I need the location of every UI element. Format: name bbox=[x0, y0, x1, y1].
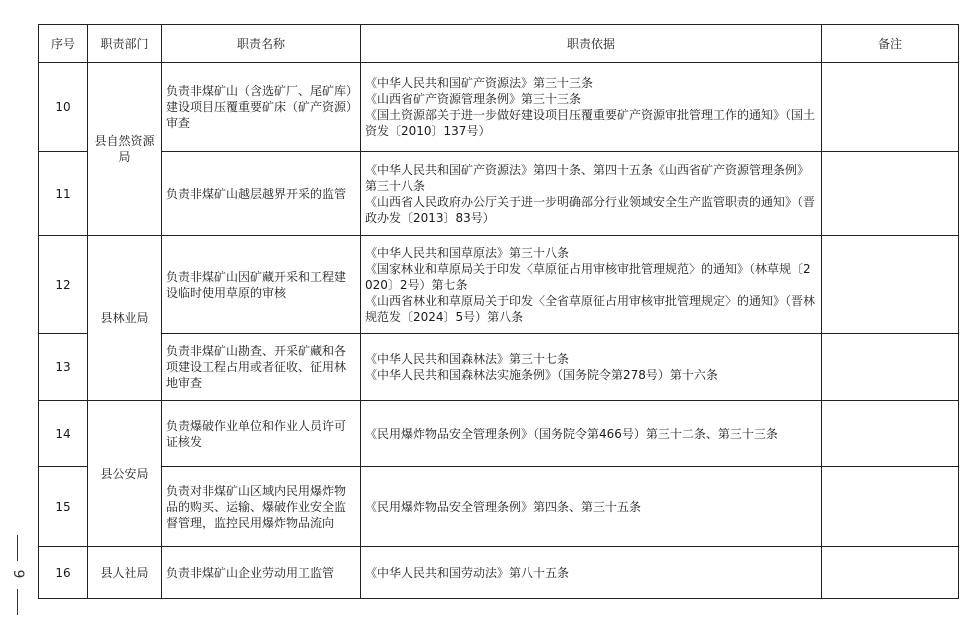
row-no: 16 bbox=[39, 547, 88, 599]
table-row bbox=[39, 152, 959, 236]
row-duty-name: 负责非煤矿山（含选矿厂、尾矿库）建设项目压覆重要矿床（矿产资源）审查 bbox=[162, 63, 361, 152]
basis-line: 《中华人民共和国矿产资源法》第三十三条 bbox=[365, 76, 594, 90]
row-dept: 县自然资源局 bbox=[88, 63, 162, 236]
row-duty-name: 负责非煤矿山因矿藏开采和工程建设临时使用草原的审核 bbox=[162, 236, 361, 334]
basis-line: 《中华人民共和国森林法实施条例》（国务院令第278号）第十六条 bbox=[365, 368, 718, 382]
row-duty-name: 负责对非煤矿山区域内民用爆炸物品的购买、运输、爆破作业安全监督管理，监控民用爆炸物品流向 bbox=[162, 467, 361, 547]
row-no: 12 bbox=[39, 236, 88, 334]
duty-table bbox=[38, 24, 959, 599]
row-duty-name: 负责非煤矿山勘查、开采矿藏和各项建设工程占用或者征收、征用林地审查 bbox=[162, 334, 361, 401]
row-dept: 县公安局 bbox=[88, 401, 162, 547]
header-dept: 职责部门 bbox=[88, 25, 162, 63]
row-no: 10 bbox=[39, 63, 88, 152]
basis-line: 《山西省矿产资源管理条例》第三十三条 bbox=[365, 92, 582, 106]
row-basis bbox=[361, 334, 822, 401]
basis-line: 《中华人民共和国森林法》第三十七条 bbox=[365, 352, 570, 366]
basis-line: 《山西省林业和草原局关于印发〈全省草原征占用审核审批管理规定〉的通知》（晋林规范发〔2024〕5号）第八条 bbox=[365, 293, 816, 324]
row-no: 15 bbox=[39, 467, 88, 547]
table-row bbox=[39, 547, 959, 599]
basis-line: 《山西省人民政府办公厅关于进一步明确部分行业领域安全生产监管职责的通知》（晋政办发〔2013〕83号） bbox=[365, 194, 816, 225]
row-duty-name: 负责爆破作业单位和作业人员许可证核发 bbox=[162, 401, 361, 467]
page-marker-rule-top bbox=[17, 535, 18, 561]
basis-line: 《国家林业和草原局关于印发〈草原征占用审核审批管理规范〉的通知》（林草规〔2020〕2号）第七条 bbox=[365, 261, 811, 292]
row-duty-name: 负责非煤矿山企业劳动用工监管 bbox=[162, 547, 361, 599]
basis-line: 《民用爆炸物品安全管理条例》（国务院令第466号）第三十二条、第三十三条 bbox=[365, 426, 778, 441]
basis-line: 《民用爆炸物品安全管理条例》第四条、第三十五条 bbox=[365, 499, 642, 514]
row-note bbox=[822, 63, 959, 152]
row-dept: 县人社局 bbox=[88, 547, 162, 599]
row-basis bbox=[361, 63, 822, 152]
table-row bbox=[39, 467, 959, 547]
row-basis bbox=[361, 401, 822, 467]
row-no: 14 bbox=[39, 401, 88, 467]
table-row bbox=[39, 236, 959, 334]
row-no: 11 bbox=[39, 152, 88, 236]
row-basis bbox=[361, 467, 822, 547]
row-note bbox=[822, 334, 959, 401]
row-note bbox=[822, 547, 959, 599]
header-note: 备注 bbox=[822, 25, 959, 63]
row-basis bbox=[361, 236, 822, 334]
header-row bbox=[39, 25, 959, 63]
row-note bbox=[822, 401, 959, 467]
basis-line: 《中华人民共和国矿产资源法》第四十条、第四十五条《山西省矿产资源管理条例》第三十八条 bbox=[365, 162, 810, 193]
page-number: 9 bbox=[10, 569, 26, 579]
row-no: 13 bbox=[39, 334, 88, 401]
table-row bbox=[39, 401, 959, 467]
table-row bbox=[39, 334, 959, 401]
header-basis: 职责依据 bbox=[361, 25, 822, 63]
row-duty-name: 负责非煤矿山越层越界开采的监管 bbox=[162, 152, 361, 236]
header-no: 序号 bbox=[39, 25, 88, 63]
basis-line: 《中华人民共和国草原法》第三十八条 bbox=[365, 245, 570, 260]
row-dept: 县林业局 bbox=[88, 236, 162, 401]
row-basis bbox=[361, 152, 822, 236]
basis-line: 《国土资源部关于进一步做好建设项目压覆重要矿产资源审批管理工作的通知》（国土资发〔2010〕137号） bbox=[365, 108, 816, 138]
row-note bbox=[822, 467, 959, 547]
table-row bbox=[39, 63, 959, 152]
row-note bbox=[822, 236, 959, 334]
header-name: 职责名称 bbox=[162, 25, 361, 63]
page-number-marker bbox=[6, 535, 30, 615]
row-note bbox=[822, 152, 959, 236]
row-basis bbox=[361, 547, 822, 599]
basis-line: 《中华人民共和国劳动法》第八十五条 bbox=[365, 565, 570, 580]
page-marker-rule-bottom bbox=[17, 589, 18, 615]
